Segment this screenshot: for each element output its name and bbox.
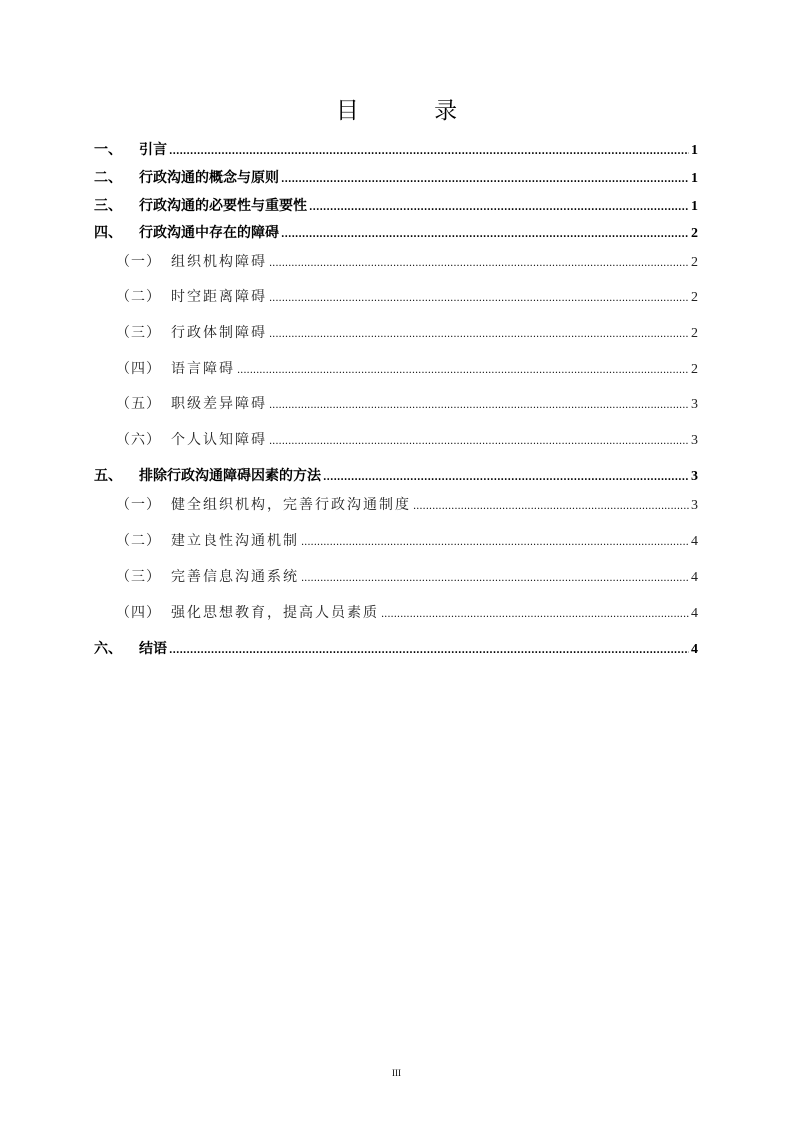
toc-entry-page-number: 2: [691, 226, 698, 241]
toc-entry-text: 行政沟通的概念与原则: [139, 170, 279, 186]
toc-entry[interactable]: [94, 322, 698, 346]
toc-entry-text: 完善信息沟通系统: [171, 569, 299, 585]
toc-entry-text: 行政沟通中存在的障碍: [139, 225, 279, 241]
toc-entry-text: 引言: [139, 142, 167, 158]
toc-entry-page-number: 2: [691, 255, 698, 270]
toc-entry-number: （三）: [116, 569, 161, 585]
toc-entry-text: 个人认知障碍: [171, 432, 267, 448]
toc-dot-leader: [269, 329, 689, 340]
toc-entry-text: 行政沟通的必要性与重要性: [139, 198, 307, 214]
toc-entry-number: （四）: [116, 361, 161, 377]
toc-entry-number: 二、: [94, 170, 122, 186]
toc-dot-leader: [269, 400, 689, 411]
toc-entry[interactable]: [94, 465, 698, 489]
toc-entry[interactable]: [94, 195, 698, 219]
toc-dot-leader: [269, 436, 689, 447]
toc-entry-page-number: 4: [691, 642, 698, 657]
toc-dot-leader: [169, 146, 689, 157]
toc-entry-number: 一、: [94, 142, 122, 158]
toc-entry-number: （二）: [116, 289, 161, 305]
toc-entry-number: 四、: [94, 225, 122, 241]
toc-entry-text: 职级差异障碍: [171, 396, 267, 412]
toc-entry-text: 行政体制障碍: [171, 325, 267, 341]
toc-entry-page-number: 4: [691, 570, 698, 585]
toc-dot-leader: [269, 293, 689, 304]
toc-dot-leader: [269, 258, 689, 269]
toc-dot-leader: [301, 537, 689, 548]
toc-entry-page-number: 4: [691, 606, 698, 621]
toc-entry[interactable]: [94, 530, 698, 554]
toc-entry-number: （四）: [116, 605, 161, 621]
toc-dot-leader: [281, 229, 689, 240]
toc-entry[interactable]: [94, 222, 698, 246]
toc-entry[interactable]: [94, 251, 698, 275]
toc-entry-page-number: 1: [691, 143, 698, 158]
toc-entry-text: 结语: [139, 641, 167, 657]
toc-entry-number: 六、: [94, 641, 122, 657]
toc-entry[interactable]: [94, 566, 698, 590]
toc-entry-text: 强化思想教育，提高人员素质: [171, 605, 379, 621]
toc-dot-leader: [301, 573, 689, 584]
toc-entry-text: 健全组织机构，完善行政沟通制度: [171, 497, 411, 513]
toc-entry-number: （五）: [116, 396, 161, 412]
toc-entry-page-number: 3: [691, 397, 698, 412]
toc-entry[interactable]: [94, 494, 698, 518]
toc-entry[interactable]: [94, 286, 698, 310]
toc-entry-text: 组织机构障碍: [171, 254, 267, 270]
toc-entry-page-number: 1: [691, 199, 698, 214]
toc-entry[interactable]: [94, 638, 698, 662]
toc-entry-number: （六）: [116, 432, 161, 448]
toc-entry[interactable]: [94, 602, 698, 626]
toc-entry-text: 建立良性沟通机制: [171, 533, 299, 549]
toc-entry-page-number: 3: [691, 498, 698, 513]
toc-entry-number: 三、: [94, 198, 122, 214]
toc-entry-number: （二）: [116, 533, 161, 549]
toc-entry-page-number: 1: [691, 171, 698, 186]
toc-dot-leader: [237, 365, 689, 376]
toc-entry-page-number: 2: [691, 326, 698, 341]
toc-entry-text: 语言障碍: [171, 361, 235, 377]
toc-entry-number: 五、: [94, 468, 122, 484]
toc-entry[interactable]: [94, 393, 698, 417]
page-footer-number: III: [392, 1068, 401, 1078]
toc-entry-text: 排除行政沟通障碍因素的方法: [139, 468, 321, 484]
toc-entry-page-number: 3: [691, 469, 698, 484]
toc-dot-leader: [381, 609, 689, 620]
toc-entry-page-number: 3: [691, 433, 698, 448]
toc-entry[interactable]: [94, 167, 698, 191]
toc-entry[interactable]: [94, 358, 698, 382]
toc-entry-page-number: 2: [691, 290, 698, 305]
toc-entry-page-number: 2: [691, 362, 698, 377]
toc-entry-page-number: 4: [691, 534, 698, 549]
toc-title: 目 录: [335, 98, 492, 124]
toc-entry-number: （一）: [116, 254, 161, 270]
toc-entry-text: 时空距离障碍: [171, 289, 267, 305]
toc-dot-leader: [169, 645, 689, 656]
toc-entry[interactable]: [94, 139, 698, 163]
toc-dot-leader: [309, 202, 689, 213]
toc-dot-leader: [413, 501, 689, 512]
toc-dot-leader: [323, 472, 689, 483]
toc-entry-number: （三）: [116, 325, 161, 341]
toc-entry[interactable]: [94, 429, 698, 453]
toc-dot-leader: [281, 174, 689, 185]
toc-entry-number: （一）: [116, 497, 161, 513]
